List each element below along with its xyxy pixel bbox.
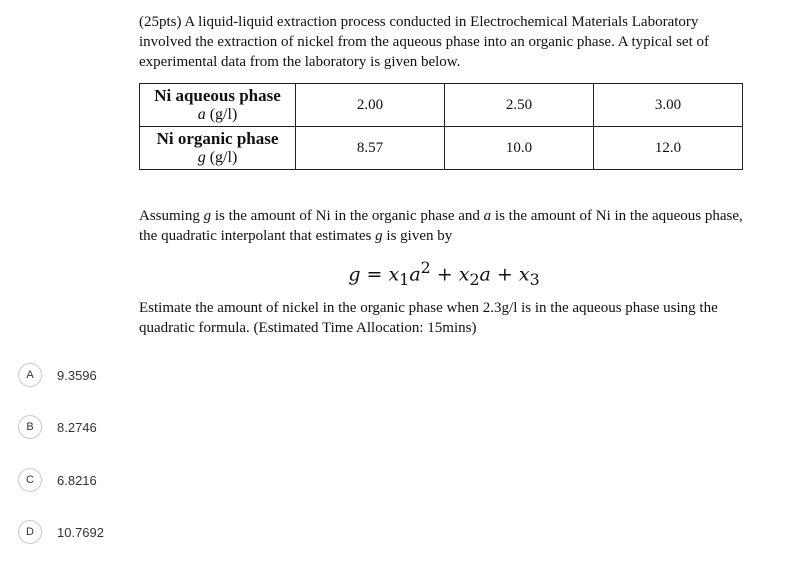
formula-term: a <box>479 263 491 286</box>
text-span: is the amount of Ni in the organic phase and <box>211 208 484 224</box>
option-letter-badge: D <box>18 520 42 544</box>
formula-operator: + <box>490 263 519 286</box>
formula-exponent: 2 <box>420 258 431 277</box>
answer-option-d[interactable] <box>18 519 104 545</box>
formula-subscript: 3 <box>529 270 540 290</box>
option-letter-badge: C <box>18 468 42 492</box>
row-unit-text: (g/l) <box>209 149 238 166</box>
data-table <box>139 83 743 170</box>
row-header-aqueous <box>140 84 296 127</box>
row-unit <box>140 105 295 124</box>
table-row <box>140 84 743 127</box>
row-variable: g <box>197 149 206 166</box>
formula-term: x <box>388 263 400 286</box>
text-span: is given by <box>382 228 453 244</box>
variable-a: a <box>483 208 492 224</box>
text-span: is the amount of Ni in the aqueous phase, the quadratic interpolant that estimates <box>139 208 743 244</box>
row-title: Ni organic phase <box>156 129 279 148</box>
table-cell: 8.57 <box>296 127 445 170</box>
table-cell: 10.0 <box>445 127 594 170</box>
row-unit <box>140 148 295 167</box>
assumption-paragraph <box>139 206 749 246</box>
formula-subscript: 1 <box>399 270 410 290</box>
row-variable: a <box>197 106 206 123</box>
answer-option-b[interactable] <box>18 414 97 440</box>
question-intro: (25pts) A liquid-liquid extraction process conducted in Electrochemical Materials Laboratory involved the extraction of nickel from the aqueous phase into an organic phase. A typical set of experimental data from the laboratory is given below. <box>139 14 709 70</box>
task-paragraph: Estimate the amount of nickel in the organic phase when 2.3g/l is in the aqueous phase using the quadratic formula. (Estimated Time Allocation: 15mins) <box>139 300 718 336</box>
table-cell: 2.00 <box>296 84 445 127</box>
formula-term: x <box>458 263 470 286</box>
table-row <box>140 127 743 170</box>
formula-term: g <box>348 263 361 286</box>
formula-operator: + <box>430 263 459 286</box>
text-span: Assuming <box>139 208 204 224</box>
answer-option-a[interactable] <box>18 362 97 388</box>
row-title: Ni aqueous phase <box>154 86 281 105</box>
variable-g: g <box>203 208 212 224</box>
table-cell: 3.00 <box>594 84 743 127</box>
formula-operator: = <box>360 263 389 286</box>
option-text: 6.8216 <box>57 472 97 488</box>
option-letter-badge: B <box>18 415 42 439</box>
row-header-organic <box>140 127 296 170</box>
option-text: 9.3596 <box>57 367 97 383</box>
option-text: 8.2746 <box>57 419 97 435</box>
variable-g: g <box>375 228 383 244</box>
formula-subscript: 2 <box>469 270 480 290</box>
formula-term: x <box>518 263 530 286</box>
table-cell: 2.50 <box>445 84 594 127</box>
quadratic-formula <box>139 258 749 290</box>
row-unit-text: (g/l) <box>209 106 238 123</box>
question-block <box>139 12 749 338</box>
option-text: 10.7692 <box>57 524 104 540</box>
option-letter-badge: A <box>18 363 42 387</box>
table-cell: 12.0 <box>594 127 743 170</box>
answer-option-c[interactable] <box>18 467 97 493</box>
formula-term: a <box>409 263 421 286</box>
